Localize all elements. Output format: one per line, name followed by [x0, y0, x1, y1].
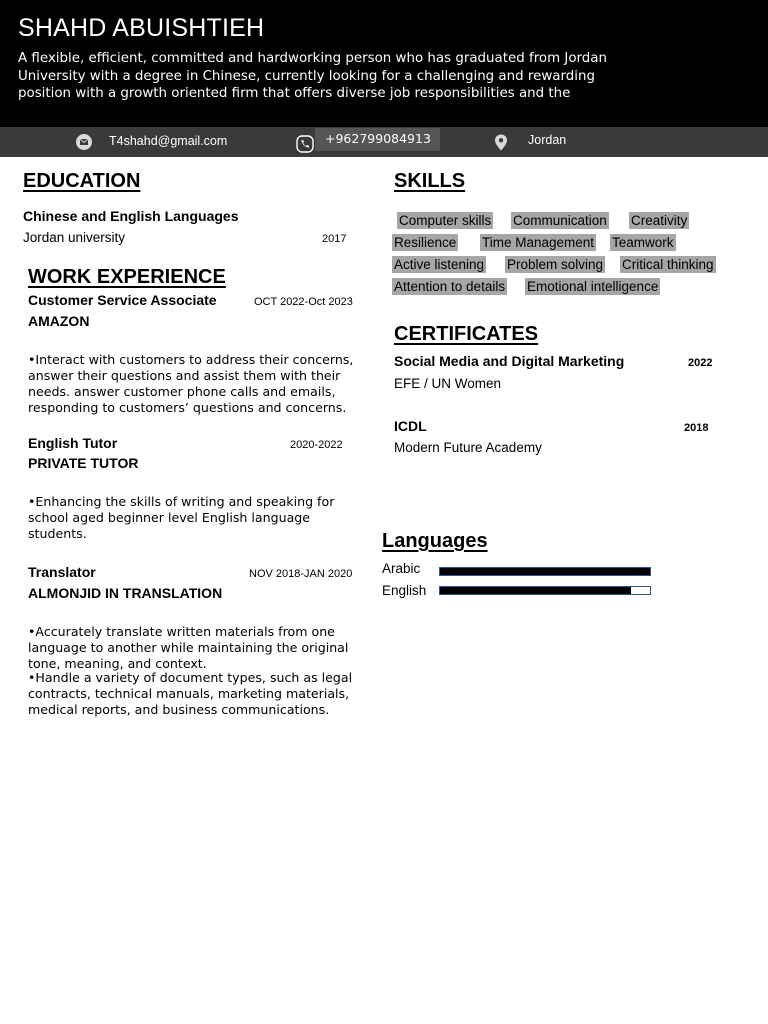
- phone-icon: [296, 135, 314, 153]
- certificate-issuer: Modern Future Academy: [394, 440, 542, 455]
- job-dates: 2020-2022: [290, 439, 343, 451]
- job-company: AMAZON: [28, 313, 90, 329]
- phone-number[interactable]: +962799084913: [325, 131, 431, 146]
- job-title: English Tutor: [28, 435, 118, 451]
- certificates-heading: CERTIFICATES: [394, 323, 539, 345]
- job-dates: OCT 2022-Oct 2023: [254, 296, 353, 308]
- job-bullet: •Accurately translate written materials from one language to another while maintaining the original tone, meaning, and context.: [28, 624, 349, 671]
- certificate-name: Social Media and Digital Marketing: [394, 353, 625, 369]
- certificate-year: 2018: [684, 422, 709, 434]
- work-experience-heading: WORK EXPERIENCE: [28, 266, 226, 288]
- location-text: Jordan: [528, 133, 567, 147]
- skill-tag: Computer skills: [399, 213, 492, 228]
- skill-tag: Attention to details: [394, 279, 506, 294]
- profile-summary: A flexible, efficient, committed and hardworking person who has graduated from Jordan University with a degree in Chinese, currently looking for a challenging and rewarding position with a growth oriented firm that offers diverse job responsibilities and the: [18, 51, 608, 101]
- email-icon: [76, 134, 92, 150]
- language-name: English: [382, 583, 427, 598]
- skill-tag: Time Management: [482, 235, 595, 250]
- skill-tag: Communication: [513, 213, 607, 228]
- certificate-name: ICDL: [394, 418, 427, 434]
- skill-tag: Creativity: [631, 213, 688, 228]
- language-level-fill: [440, 587, 631, 594]
- job-dates: NOV 2018-JAN 2020: [249, 568, 353, 580]
- language-level-bar: [439, 586, 651, 595]
- education-degree: Chinese and English Languages: [23, 208, 239, 224]
- language-name: Arabic: [382, 561, 421, 576]
- certificate-year: 2022: [688, 357, 713, 369]
- skill-tag: Emotional intelligence: [527, 279, 659, 294]
- certificate-issuer: EFE / UN Women: [394, 376, 502, 391]
- skills-heading: SKILLS: [394, 170, 466, 192]
- job-title: Translator: [28, 564, 96, 580]
- language-level-bar: [439, 567, 651, 576]
- education-year: 2017: [322, 233, 347, 245]
- location-pin-icon: [494, 134, 508, 151]
- email-link[interactable]: T4shahd@gmail.com: [109, 134, 228, 148]
- job-description: •Interact with customers to address their concerns, answer their questions and assist them with their needs. answer customer phone calls and emails, responding to customers’ questions and concerns.: [28, 352, 354, 415]
- education-school: Jordan university: [23, 230, 126, 245]
- skill-tag: Resilience: [394, 235, 457, 250]
- languages-heading: Languages: [382, 530, 488, 552]
- skill-tag: Critical thinking: [622, 257, 714, 272]
- education-heading: EDUCATION: [23, 170, 141, 192]
- language-level-fill: [440, 568, 650, 575]
- job-title: Customer Service Associate: [28, 292, 217, 308]
- job-company: ALMONJID IN TRANSLATION: [28, 585, 223, 601]
- candidate-name: SHAHD ABUISHTIEH: [18, 14, 265, 42]
- job-company: PRIVATE TUTOR: [28, 455, 139, 471]
- job-description: •Enhancing the skills of writing and speaking for school aged beginner level English language students.: [28, 494, 335, 541]
- job-bullet: •Handle a variety of document types, such as legal contracts, technical manuals, marketing materials, medical reports, and business communications.: [28, 670, 353, 717]
- skill-tag: Problem solving: [507, 257, 604, 272]
- skill-tag: Active listening: [394, 257, 485, 272]
- skill-tag: Teamwork: [612, 235, 674, 250]
